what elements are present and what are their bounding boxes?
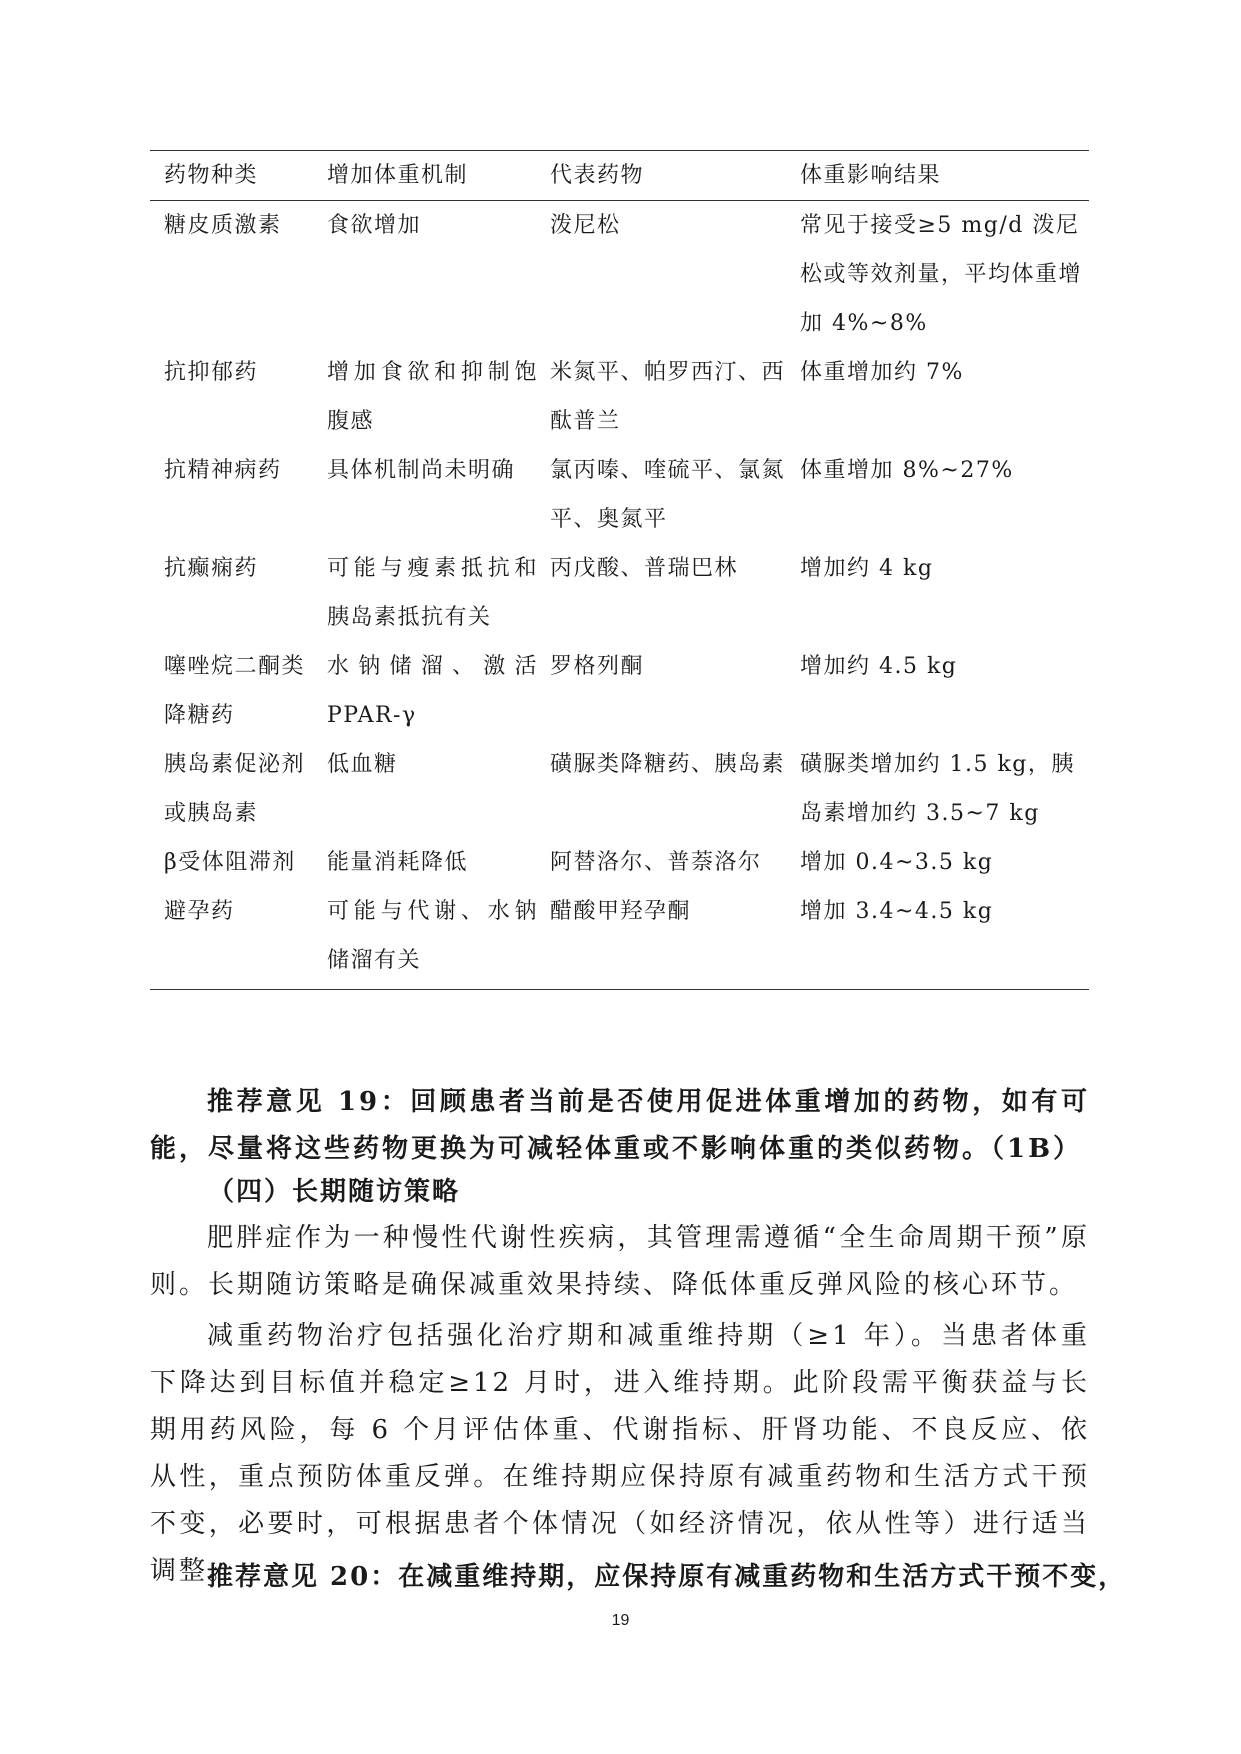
cell-category: 抗癫痫药 [164, 556, 259, 581]
cell-mechanism: 水钠储溜、激活PPAR-γ [327, 654, 538, 728]
cell-effect: 磺脲类增加约 1.5 kg，胰岛素增加约 3.5~7 kg [800, 752, 1075, 826]
cell-drugs: 阿替洛尔、普萘洛尔 [550, 850, 762, 875]
cell-drugs: 丙戊酸、普瑞巴林 [550, 556, 739, 581]
header-weight-effect: 体重影响结果 [800, 163, 942, 188]
cell-category: β受体阻滞剂 [164, 850, 296, 875]
cell-category: 抗精神病药 [164, 458, 282, 483]
table-row [150, 348, 1089, 446]
header-drug-category: 药物种类 [164, 163, 259, 188]
cell-drugs: 米氮平、帕罗西汀、西酞普兰 [550, 360, 786, 434]
recommendation-20: 推荐意见 20：在减重维持期，应保持原有减重药物和生活方式干预不变， [207, 1562, 1127, 1592]
cell-mechanism: 能量消耗降低 [327, 850, 469, 875]
cell-drugs: 罗格列酮 [550, 654, 645, 679]
cell-drugs: 醋酸甲羟孕酮 [550, 899, 692, 924]
cell-effect: 体重增加 8%~27% [800, 458, 1014, 483]
cell-effect: 增加 3.4~4.5 kg [800, 899, 994, 924]
cell-drugs: 氯丙嗪、喹硫平、氯氮平、奥氮平 [550, 458, 786, 532]
table-row [150, 887, 1089, 990]
table-row [150, 201, 1089, 349]
cell-effect: 增加 0.4~3.5 kg [800, 850, 994, 875]
cell-category: 糖皮质激素 [164, 213, 282, 238]
cell-mechanism: 具体机制尚未明确 [327, 458, 516, 483]
page-number: 19 [611, 1612, 630, 1629]
cell-mechanism: 可能与瘦素抵抗和胰岛素抵抗有关 [327, 556, 538, 630]
paragraph-1: 肥胖症作为一种慢性代谢性疾病，其管理需遵循“全生命周期干预”原则。长期随访策略是确保减重效果持续、降低体重反弹风险的核心环节。 [150, 1223, 1090, 1300]
cell-mechanism: 食欲增加 [327, 213, 422, 238]
paragraph-2: 减重药物治疗包括强化治疗期和减重维持期（≥1 年）。当患者体重下降达到目标值并稳定≥12 月时，进入维持期。此阶段需平衡获益与长期用药风险，每 6 个月评估体重、代谢指标、肝肾功能、不良反应、依从性，重点预防体重反弹。在维持期应保持原有减重药物和生活方式干预不变，必要时，可根据患者个体情况（如经济情况，依从性等）进行适当调整。 [150, 1321, 1090, 1586]
cell-effect: 体重增加约 7% [800, 360, 964, 385]
recommendation-19: 推荐意见 19：回顾患者当前是否使用促进体重增加的药物，如有可能，尽量将这些药物更换为可减轻体重或不影响体重的类似药物。（1B） [150, 1087, 1090, 1164]
cell-category: 抗抑郁药 [164, 360, 259, 385]
cell-drugs: 磺脲类降糖药、胰岛素 [550, 752, 786, 777]
cell-category: 避孕药 [164, 899, 235, 924]
cell-effect: 增加约 4.5 kg [800, 654, 958, 679]
header-mechanism: 增加体重机制 [327, 163, 469, 188]
table-row [150, 446, 1089, 544]
table-row [150, 642, 1089, 740]
header-representative-drugs: 代表药物 [550, 163, 645, 188]
table-header-row [150, 151, 1089, 201]
cell-category: 胰岛素促泌剂或胰岛素 [164, 752, 306, 826]
weight-gain-drugs-table [150, 150, 1089, 990]
table-row [150, 838, 1089, 887]
cell-mechanism: 低血糖 [327, 752, 398, 777]
cell-drugs: 泼尼松 [550, 213, 621, 238]
cell-effect: 常见于接受≥5 mg/d 泼尼松或等效剂量，平均体重增加 4%~8% [800, 213, 1083, 336]
cell-mechanism: 增加食欲和抑制饱腹感 [327, 360, 538, 434]
cell-category: 噻唑烷二酮类降糖药 [164, 654, 306, 728]
table-row [150, 544, 1089, 642]
section-heading: （四）长期随访策略 [208, 1177, 461, 1207]
cell-effect: 增加约 4 kg [800, 556, 934, 581]
cell-mechanism: 可能与代谢、水钠储溜有关 [327, 899, 538, 973]
table-row [150, 740, 1089, 838]
